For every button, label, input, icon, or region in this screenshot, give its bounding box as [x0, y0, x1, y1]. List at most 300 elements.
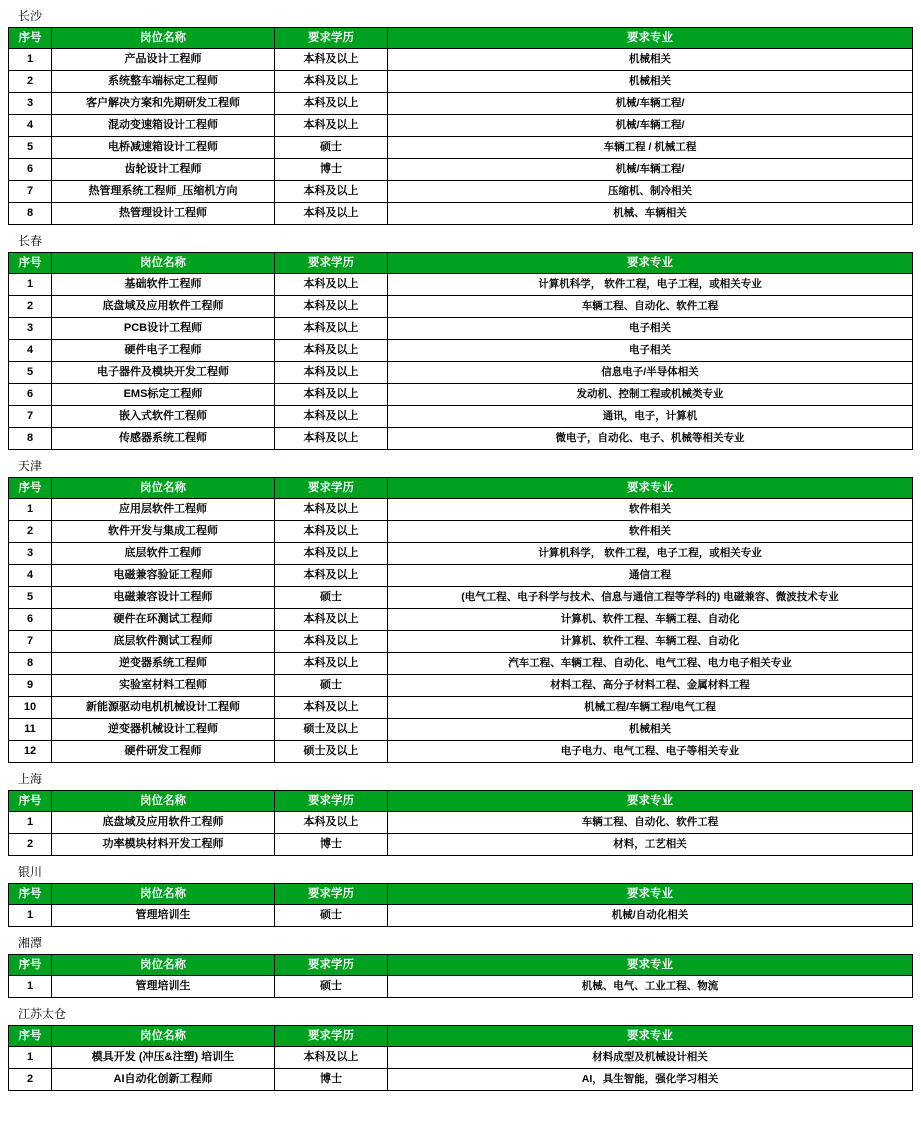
cell-major — [388, 362, 913, 384]
cell-no-text: 1 — [26, 53, 34, 65]
cell-edu — [275, 834, 388, 856]
table-row — [9, 905, 913, 927]
cell-edu-text: 本科及以上 — [303, 635, 359, 647]
cell-no — [9, 1069, 52, 1091]
table-row — [9, 631, 913, 653]
cell-no-text: 2 — [26, 300, 34, 312]
cell-major-text: 计算机、软件工程、车辆工程、自动化 — [560, 635, 740, 647]
cell-edu — [275, 609, 388, 631]
cell-major — [388, 609, 913, 631]
cell-no — [9, 318, 52, 340]
cell-name-text: 硬件在环测试工程师 — [113, 613, 213, 625]
cell-edu-text: 本科及以上 — [303, 410, 359, 422]
table-row — [9, 137, 913, 159]
cell-name — [52, 137, 275, 159]
cell-edu-text: 本科及以上 — [303, 701, 359, 713]
cell-no — [9, 203, 52, 225]
column-header-edu: 要求学历 — [275, 884, 388, 905]
cell-edu — [275, 499, 388, 521]
cell-name — [52, 93, 275, 115]
cell-major — [388, 49, 913, 71]
cell-no — [9, 384, 52, 406]
column-header-name: 岗位名称 — [52, 253, 275, 274]
cell-major-text: 材料，工艺相关 — [613, 838, 687, 850]
cell-no-text: 7 — [26, 185, 34, 197]
cell-name-text: 软件开发与集成工程师 — [108, 525, 218, 537]
cell-name-text: 逆变器机械设计工程师 — [108, 723, 218, 735]
cell-no — [9, 631, 52, 653]
cell-edu-text: 本科及以上 — [303, 613, 359, 625]
cell-major-text: 机械、车辆相关 — [613, 207, 687, 219]
cell-no-text: 1 — [26, 278, 34, 290]
column-header-name: 岗位名称 — [52, 478, 275, 499]
cell-name-text: AI自动化创新工程师 — [113, 1073, 213, 1085]
cell-no-text: 6 — [26, 613, 34, 625]
table-row — [9, 834, 913, 856]
cell-no-text: 5 — [26, 591, 34, 603]
cell-major-text: AI，具生智能，强化学习相关 — [581, 1073, 719, 1085]
column-header-edu: 要求学历 — [275, 478, 388, 499]
cell-major-text: 信息电子/半导体相关 — [601, 366, 699, 378]
cell-name — [52, 587, 275, 609]
table-row — [9, 675, 913, 697]
table-row — [9, 181, 913, 203]
cell-edu — [275, 719, 388, 741]
cell-no-text: 1 — [26, 503, 34, 515]
cell-major — [388, 115, 913, 137]
cell-name — [52, 521, 275, 543]
cell-edu-text: 本科及以上 — [303, 185, 359, 197]
table-row — [9, 159, 913, 181]
cell-major — [388, 812, 913, 834]
cell-edu-text: 本科及以上 — [303, 432, 359, 444]
cell-major-text: 计算机科学， 软件工程，电子工程，或相关专业 — [538, 278, 762, 290]
city-label: 长春 — [18, 234, 43, 248]
cell-major — [388, 340, 913, 362]
cell-no — [9, 181, 52, 203]
table-header-row — [9, 1026, 913, 1047]
cell-name-text: 底盘域及应用软件工程师 — [102, 816, 224, 828]
cell-no — [9, 296, 52, 318]
cell-edu-text: 本科及以上 — [303, 388, 359, 400]
table-row — [9, 340, 913, 362]
cell-edu — [275, 362, 388, 384]
cell-name — [52, 296, 275, 318]
city-section — [8, 769, 913, 856]
cell-edu-text: 本科及以上 — [303, 300, 359, 312]
cell-name — [52, 719, 275, 741]
city-section — [8, 6, 913, 225]
cell-edu-text: 硕士 — [320, 141, 342, 153]
table-row — [9, 274, 913, 296]
cell-no — [9, 71, 52, 93]
cell-major-text: 微电子，自动化、电子、机械等相关专业 — [555, 432, 745, 444]
cell-name-text: 新能源驱动电机机械设计工程师 — [86, 701, 240, 713]
cell-name-text: PCB设计工程师 — [123, 322, 203, 334]
cell-name — [52, 834, 275, 856]
column-header-name: 岗位名称 — [52, 791, 275, 812]
cell-edu — [275, 697, 388, 719]
cell-major-text: 计算机科学， 软件工程，电子工程，或相关专业 — [538, 547, 762, 559]
cell-name-text: 底盘域及应用软件工程师 — [102, 300, 224, 312]
cell-no — [9, 976, 52, 998]
cell-edu-text: 本科及以上 — [303, 207, 359, 219]
table-row — [9, 362, 913, 384]
cell-name-text: 电磁兼容验证工程师 — [113, 569, 213, 581]
cell-major — [388, 675, 913, 697]
column-header-no: 序号 — [9, 791, 52, 812]
cell-edu — [275, 71, 388, 93]
cell-major-text: 机械/车辆工程/ — [615, 97, 685, 109]
cell-no — [9, 741, 52, 763]
cell-edu-text: 本科及以上 — [303, 322, 359, 334]
cell-major — [388, 296, 913, 318]
cell-major — [388, 543, 913, 565]
cell-edu — [275, 159, 388, 181]
cell-no — [9, 137, 52, 159]
cell-name — [52, 49, 275, 71]
cell-major-text: 材料工程、高分子材料工程、金属材料工程 — [550, 679, 750, 691]
table-row — [9, 93, 913, 115]
table-row — [9, 115, 913, 137]
cell-no-text: 10 — [23, 701, 37, 713]
cell-name — [52, 543, 275, 565]
cell-major — [388, 181, 913, 203]
cell-major-text: 电子相关 — [629, 344, 671, 356]
cell-name — [52, 340, 275, 362]
cell-edu — [275, 384, 388, 406]
cell-name — [52, 318, 275, 340]
cell-edu-text: 本科及以上 — [303, 53, 359, 65]
table-row — [9, 318, 913, 340]
cell-no-text: 12 — [23, 745, 37, 757]
cell-name-text: 管理培训生 — [135, 909, 191, 921]
cell-edu-text: 本科及以上 — [303, 344, 359, 356]
cell-major-text: 软件相关 — [629, 503, 671, 515]
cell-major — [388, 203, 913, 225]
cell-name-text: 模具开发 (冲压&注塑) 培训生 — [91, 1051, 235, 1063]
cell-edu-text: 博士 — [320, 163, 342, 175]
cell-no-text: 5 — [26, 141, 34, 153]
column-header-edu: 要求学历 — [275, 1026, 388, 1047]
cell-name-text: 逆变器系统工程师 — [119, 657, 207, 669]
cell-name-text: 产品设计工程师 — [124, 53, 202, 65]
table-row — [9, 609, 913, 631]
cell-name-text: 传感器系统工程师 — [119, 432, 207, 444]
cell-no — [9, 812, 52, 834]
cell-name-text: 管理培训生 — [135, 980, 191, 992]
column-header-no: 序号 — [9, 1026, 52, 1047]
cell-name-text: 嵌入式软件工程师 — [119, 410, 207, 422]
cell-name-text: 应用层软件工程师 — [119, 503, 207, 515]
cell-major — [388, 499, 913, 521]
cell-major — [388, 274, 913, 296]
column-header-no: 序号 — [9, 955, 52, 976]
cell-edu-text: 本科及以上 — [303, 97, 359, 109]
cell-edu — [275, 296, 388, 318]
cell-name — [52, 115, 275, 137]
column-header-name: 岗位名称 — [52, 28, 275, 49]
cell-no-text: 11 — [24, 723, 36, 735]
column-header-no: 序号 — [9, 28, 52, 49]
table-row — [9, 697, 913, 719]
cell-major-text: 软件相关 — [629, 525, 671, 537]
cell-major — [388, 521, 913, 543]
city-section — [8, 862, 913, 927]
cell-edu — [275, 587, 388, 609]
cell-edu-text: 本科及以上 — [303, 525, 359, 537]
cell-name-text: 实验室材料工程师 — [119, 679, 207, 691]
cell-no-text: 4 — [26, 569, 34, 581]
cell-major — [388, 93, 913, 115]
cell-major — [388, 834, 913, 856]
cell-name-text: 电子器件及模块开发工程师 — [97, 366, 229, 378]
cell-major-text: 车辆工程 / 机械工程 — [603, 141, 697, 153]
column-header-no: 序号 — [9, 884, 52, 905]
column-header-no: 序号 — [9, 478, 52, 499]
cell-no-text: 5 — [26, 366, 34, 378]
cell-no — [9, 697, 52, 719]
cell-name — [52, 697, 275, 719]
city-label: 天津 — [18, 459, 43, 473]
cell-no-text: 1 — [26, 1051, 34, 1063]
city-label: 银川 — [18, 865, 43, 879]
job-table — [8, 1025, 913, 1091]
cell-no — [9, 905, 52, 927]
cell-major-text: 通信工程 — [629, 569, 671, 581]
cell-edu — [275, 521, 388, 543]
cell-edu-text: 硕士 — [320, 679, 342, 691]
job-table — [8, 790, 913, 856]
cell-major-text: 发动机、控制工程或机械类专业 — [576, 388, 724, 400]
cell-name — [52, 1069, 275, 1091]
city-label: 江苏太仓 — [18, 1007, 67, 1021]
cell-no — [9, 653, 52, 675]
cell-edu-text: 本科及以上 — [303, 503, 359, 515]
cell-edu — [275, 565, 388, 587]
cell-edu — [275, 976, 388, 998]
cell-no — [9, 543, 52, 565]
job-table — [8, 883, 913, 927]
cell-edu — [275, 1047, 388, 1069]
cell-major — [388, 318, 913, 340]
cell-name — [52, 976, 275, 998]
cell-edu-text: 硕士及以上 — [303, 745, 359, 757]
cell-name-text: 底层软件测试工程师 — [113, 635, 213, 647]
cell-major — [388, 976, 913, 998]
cell-name-text: 底层软件工程师 — [124, 547, 202, 559]
column-header-major: 要求专业 — [388, 28, 913, 49]
column-header-major: 要求专业 — [388, 884, 913, 905]
cell-edu-text: 本科及以上 — [303, 366, 359, 378]
cell-no-text: 4 — [26, 119, 34, 131]
column-header-major: 要求专业 — [388, 478, 913, 499]
cell-major — [388, 587, 913, 609]
column-header-edu: 要求学历 — [275, 253, 388, 274]
cell-edu — [275, 181, 388, 203]
cell-no — [9, 428, 52, 450]
cell-major — [388, 741, 913, 763]
cell-name — [52, 631, 275, 653]
cell-name — [52, 1047, 275, 1069]
cell-major — [388, 697, 913, 719]
cell-edu — [275, 675, 388, 697]
cell-name — [52, 71, 275, 93]
cell-name — [52, 675, 275, 697]
cell-no — [9, 565, 52, 587]
column-header-edu: 要求学历 — [275, 28, 388, 49]
cell-edu — [275, 812, 388, 834]
table-row — [9, 296, 913, 318]
city-label: 湘潭 — [18, 936, 43, 950]
cell-major — [388, 384, 913, 406]
cell-major-text: 机械、电气、工业工程、物流 — [581, 980, 719, 992]
column-header-major: 要求专业 — [388, 1026, 913, 1047]
cell-edu — [275, 631, 388, 653]
cell-no-text: 8 — [26, 657, 34, 669]
cell-name — [52, 812, 275, 834]
cell-name — [52, 384, 275, 406]
cell-no-text: 1 — [26, 980, 34, 992]
cell-major — [388, 1069, 913, 1091]
city-section — [8, 456, 913, 763]
cell-edu-text: 本科及以上 — [303, 75, 359, 87]
job-table — [8, 252, 913, 450]
cell-major-text: 通讯，电子，计算机 — [602, 410, 698, 422]
column-header-name: 岗位名称 — [52, 884, 275, 905]
cell-no — [9, 274, 52, 296]
cell-edu-text: 硕士 — [320, 591, 342, 603]
cell-major — [388, 1047, 913, 1069]
cell-name-text: 电桥减速箱设计工程师 — [108, 141, 218, 153]
table-row — [9, 587, 913, 609]
cell-no — [9, 1047, 52, 1069]
table-row — [9, 384, 913, 406]
cell-edu-text: 本科及以上 — [303, 657, 359, 669]
table-header-row — [9, 253, 913, 274]
cell-name — [52, 653, 275, 675]
cell-no-text: 8 — [26, 207, 34, 219]
cell-major — [388, 631, 913, 653]
cell-name-text: EMS标定工程师 — [123, 388, 203, 400]
cell-edu — [275, 203, 388, 225]
cell-major-text: 机械/车辆工程/ — [615, 163, 685, 175]
cell-no-text: 7 — [26, 410, 34, 422]
cell-edu — [275, 543, 388, 565]
cell-edu — [275, 340, 388, 362]
column-header-major: 要求专业 — [388, 253, 913, 274]
cell-edu-text: 本科及以上 — [303, 816, 359, 828]
cell-no — [9, 719, 52, 741]
cell-no — [9, 675, 52, 697]
cell-no — [9, 93, 52, 115]
table-row — [9, 521, 913, 543]
cell-name — [52, 499, 275, 521]
cell-edu-text: 本科及以上 — [303, 119, 359, 131]
cell-name-text: 客户解决方案和先期研发工程师 — [86, 97, 240, 109]
table-row — [9, 499, 913, 521]
cell-name — [52, 181, 275, 203]
table-row — [9, 653, 913, 675]
cell-no-text: 1 — [26, 909, 34, 921]
cell-major-text: 机械/车辆工程/ — [615, 119, 685, 131]
cell-name-text: 硬件电子工程师 — [124, 344, 202, 356]
cell-major — [388, 137, 913, 159]
cell-major-text: 机械/自动化相关 — [611, 909, 689, 921]
cell-no — [9, 834, 52, 856]
cell-edu — [275, 406, 388, 428]
cell-major — [388, 71, 913, 93]
cell-major — [388, 565, 913, 587]
cell-no-text: 3 — [26, 547, 34, 559]
column-header-name: 岗位名称 — [52, 1026, 275, 1047]
column-header-no: 序号 — [9, 253, 52, 274]
cell-name-text: 热管理系统工程师_压缩机方向 — [88, 185, 238, 197]
table-row — [9, 719, 913, 741]
city-label: 上海 — [18, 772, 43, 786]
cell-name — [52, 362, 275, 384]
table-row — [9, 1047, 913, 1069]
cell-major-text: 材料成型及机械设计相关 — [592, 1051, 708, 1063]
cell-no-text: 2 — [26, 75, 34, 87]
cell-major-text: 计算机、软件工程、车辆工程、自动化 — [560, 613, 740, 625]
table-row — [9, 406, 913, 428]
cell-major-text: 车辆工程、自动化、软件工程 — [581, 300, 719, 312]
cell-no-text: 6 — [26, 388, 34, 400]
cell-name — [52, 741, 275, 763]
cell-name-text: 热管理设计工程师 — [119, 207, 207, 219]
table-row — [9, 741, 913, 763]
cell-no-text: 9 — [26, 679, 34, 691]
cell-edu — [275, 274, 388, 296]
table-row — [9, 428, 913, 450]
cell-edu-text: 本科及以上 — [303, 1051, 359, 1063]
cell-edu-text: 本科及以上 — [303, 547, 359, 559]
column-header-edu: 要求学历 — [275, 791, 388, 812]
cell-major-text: 机械相关 — [629, 723, 671, 735]
table-header-row — [9, 478, 913, 499]
cell-no — [9, 499, 52, 521]
cell-no-text: 4 — [26, 344, 34, 356]
cell-name — [52, 565, 275, 587]
cell-name — [52, 274, 275, 296]
cell-major-text: 压缩机、制冷相关 — [608, 185, 692, 197]
table-row — [9, 203, 913, 225]
job-table — [8, 477, 913, 763]
cell-major-text: 机械相关 — [629, 75, 671, 87]
cell-no-text: 2 — [26, 525, 34, 537]
cell-no — [9, 49, 52, 71]
cell-name-text: 基础软件工程师 — [124, 278, 202, 290]
cell-major — [388, 428, 913, 450]
cell-major-text: 车辆工程、自动化、软件工程 — [581, 816, 719, 828]
cell-no — [9, 521, 52, 543]
cell-no-text: 1 — [26, 816, 34, 828]
table-row — [9, 1069, 913, 1091]
cell-major-text: 电子相关 — [629, 322, 671, 334]
city-label: 长沙 — [18, 9, 43, 23]
cell-no — [9, 587, 52, 609]
cell-edu-text: 硕士 — [320, 980, 342, 992]
cell-no-text: 8 — [26, 432, 34, 444]
cell-major-text: 汽车工程、车辆工程、自动化、电气工程、电力电子相关专业 — [508, 657, 792, 669]
cell-no — [9, 406, 52, 428]
cell-edu — [275, 93, 388, 115]
cell-edu — [275, 115, 388, 137]
cell-no-text: 2 — [26, 1073, 34, 1085]
cell-major-text: (电气工程、电子科学与技术、信息与通信工程等学科的) 电磁兼容、微波技术专业 — [461, 591, 839, 603]
cell-edu — [275, 318, 388, 340]
